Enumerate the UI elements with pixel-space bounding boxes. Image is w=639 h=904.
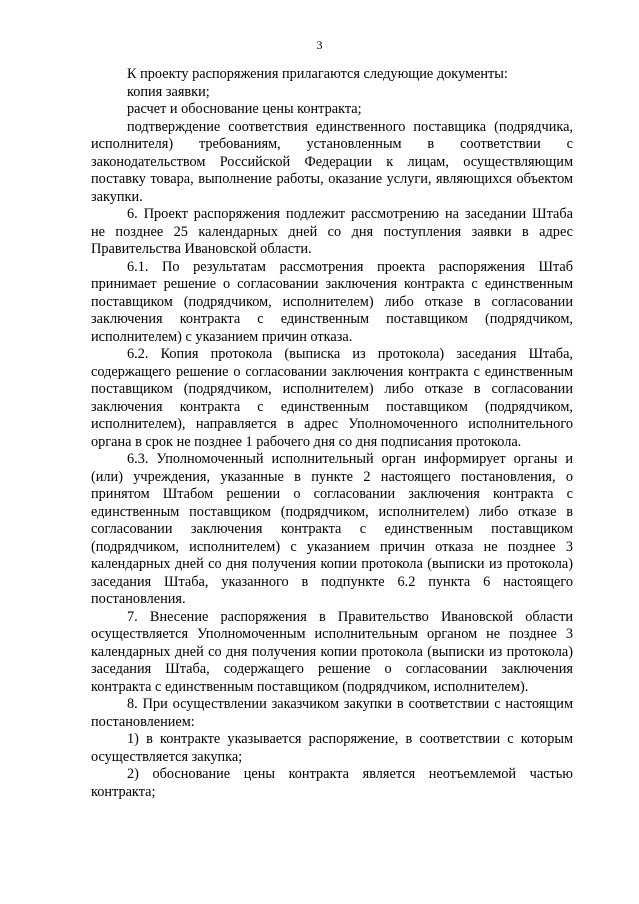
paragraph-clause-8: 8. При осуществлении заказчиком закупки в соответствии с настоящим постановлением: [91, 696, 573, 730]
paragraph-clause-7: 7. Внесение распоряжения в Правительство Ивановской области осуществляется Уполномоченным исполнительным органом не позднее 3 календарных дней со дня получения копии протокола (выписки из протокола) заседания Штаба, содержащего решение о согласовании заключения контракта с единственным поставщиком (подрядчиком, исполнителем). [91, 608, 573, 695]
paragraph-clause-8-item-1: 1) в контракте указывается распоряжение, в соответствии с которым осуществляется закупка; [91, 731, 573, 765]
paragraph-clause-6-2: 6.2. Копия протокола (выписка из протокола) заседания Штаба, содержащего решение о согласовании заключения контракта с единственным поставщиком (подрядчиком, исполнителем) либо отказе в согласовании заключения контракта с единственным поставщиком (подрядчиком, исполнителем), направляется в адрес Уполномоченного исполнительного органа в срок не позднее 1 рабочего дня со дня подписания протокола. [91, 346, 573, 450]
paragraph-clause-6-1: 6.1. По результатам рассмотрения проекта распоряжения Штаб принимает решение о согласовании заключения контракта с единственным поставщиком (подрядчиком, исполнителем) либо отказе в согласовании заключения контракта с единственным поставщиком (подрядчиком, исполнителем) с указанием причин отказа. [91, 258, 573, 345]
document-body [91, 66, 573, 801]
paragraph-application-copy: копия заявки; [127, 83, 210, 100]
paragraph-clause-6-3: 6.3. Уполномоченный исполнительный орган информирует органы и (или) учреждения, указанные в пункте 2 настоящего постановления, о принятом Штабом решении о согласовании заключения контракта с единственным поставщиком (подрядчиком, исполнителем) либо отказе в согласовании заключения контракта с единственным поставщиком (подрядчиком, исполнителем) с указанием причин отказа не позднее 3 календарных дней со дня получения копии протокола (выписки из протокола) заседания Штаба, указанного в подпункте 6.2 пункта 6 настоящего постановления. [91, 451, 573, 607]
paragraph-supplier-compliance: подтверждение соответствия единственного поставщика (подрядчика, исполнителя) требованиям, установленным в соответствии с законодательством Российской Федерации к лицам, осуществляющим поставку товара, выполнение работы, оказание услуги, являющихся объектом закупки. [91, 118, 573, 205]
page-number: 3 [316, 38, 323, 52]
paragraph-price-calculation: расчет и обоснование цены контракта; [127, 101, 362, 117]
paragraph-attachments-intro: К проекту распоряжения прилагаются следующие документы: [127, 66, 508, 82]
paragraph-clause-8-item-2: 2) обоснование цены контракта является неотъемлемой частью контракта; [91, 766, 573, 800]
paragraph-clause-6: 6. Проект распоряжения подлежит рассмотрению на заседании Штаба не позднее 25 календарных дней со дня поступления заявки в адрес Правительства Ивановской области. [91, 206, 573, 257]
